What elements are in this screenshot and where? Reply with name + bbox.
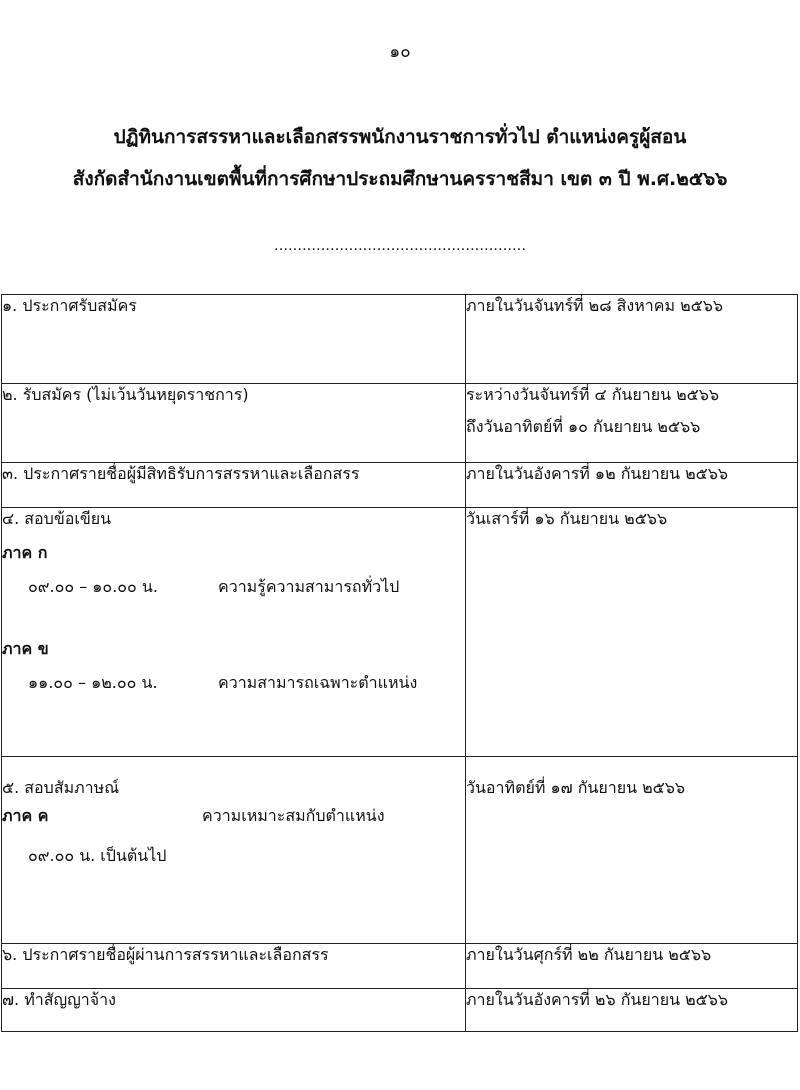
part-b-label: ภาค ข (2, 639, 49, 658)
part-b-time: ๑๑.๐๐ – ๑๒.๐๐ น. (28, 673, 158, 692)
date-text: วันอาทิตย์ที่ ๑๗ กันยายน ๒๕๖๖ (466, 778, 686, 797)
activity-text: ๕. สอบสัมภาษณ์ (2, 778, 120, 797)
table-row (2, 757, 798, 944)
activity-text: ๖. ประกาศรายชื่อผู้ผ่านการสรรหาและเลือกสรร (2, 945, 329, 964)
activity-text: ๑. ประกาศรับสมัคร (2, 296, 137, 315)
activity-text: ๒. รับสมัคร (ไม่เว้นวันหยุดราชการ) (2, 385, 249, 404)
date-cell (466, 989, 798, 1032)
part-c-subject: ความเหมาะสมกับตำแหน่ง (202, 806, 385, 825)
table-row (2, 463, 798, 508)
part-a-schedule (2, 576, 465, 598)
date-cell (466, 384, 798, 463)
activity-cell (2, 508, 466, 757)
activity-cell (2, 295, 466, 384)
activity-text: ๓. ประกาศรายชื่อผู้มีสิทธิรับการสรรหาและเลือกสรร (2, 464, 360, 483)
table-row (2, 989, 798, 1032)
date-cell (466, 757, 798, 944)
table-row (2, 944, 798, 989)
part-c-schedule (2, 805, 465, 827)
date-text: ภายในวันจันทร์ที่ ๒๘ สิงหาคม ๒๕๖๖ (466, 296, 724, 315)
date-text: ภายในวันอังคารที่ ๒๖ กันยายน ๒๕๖๖ (466, 990, 729, 1009)
activity-cell (2, 989, 466, 1032)
part-b-subject: ความสามารถเฉพาะตำแหน่ง (218, 673, 418, 692)
date-cell (466, 295, 798, 384)
activity-text: ๗. ทำสัญญาจ้าง (2, 990, 116, 1009)
date-cell (466, 944, 798, 989)
activity-cell (2, 384, 466, 463)
date-text: ระหว่างวันจันทร์ที่ ๔ กันยายน ๒๕๖๖ (466, 385, 720, 404)
date-text: ถึงวันอาทิตย์ที่ ๑๐ กันยายน ๒๕๖๖ (466, 417, 701, 436)
part-a-label: ภาค ก (2, 543, 48, 562)
date-cell (466, 463, 798, 508)
schedule-table (1, 294, 798, 1032)
part-c-label: ภาค ค (2, 806, 49, 825)
activity-text: ๔. สอบข้อเขียน (2, 509, 112, 528)
activity-cell (2, 944, 466, 989)
table-row (2, 295, 798, 384)
document-title-line-1: ปฏิทินการสรรหาและเลือกสรรพนักงานราชการทั่วไป ตำแหน่งครูผู้สอน (113, 126, 687, 148)
part-a-time: ๐๙.๐๐ – ๑๐.๐๐ น. (28, 577, 158, 596)
table-row (2, 384, 798, 463)
date-text: ภายในวันอังคารที่ ๑๒ กันยายน ๒๕๖๖ (466, 464, 729, 483)
date-cell (466, 508, 798, 757)
separator-dots: ……………………………………………… (274, 238, 526, 254)
part-c-time: ๐๙.๐๐ น. เป็นต้นไป (28, 846, 167, 865)
activity-cell (2, 757, 466, 944)
activity-cell (2, 463, 466, 508)
document-title-line-2: สังกัดสำนักงานเขตพื้นที่การศึกษาประถมศึกษานครราชสีมา เขต ๓ ปี พ.ศ.๒๕๖๖ (72, 168, 728, 190)
page-number: ๑๐ (389, 42, 411, 62)
part-a-subject: ความรู้ความสามารถทั่วไป (218, 577, 400, 596)
date-text: ภายในวันศุกร์ที่ ๒๒ กันยายน ๒๕๖๖ (466, 945, 712, 964)
part-b-schedule (2, 672, 465, 694)
date-text: วันเสาร์ที่ ๑๖ กันยายน ๒๕๖๖ (466, 509, 668, 528)
table-row (2, 508, 798, 757)
